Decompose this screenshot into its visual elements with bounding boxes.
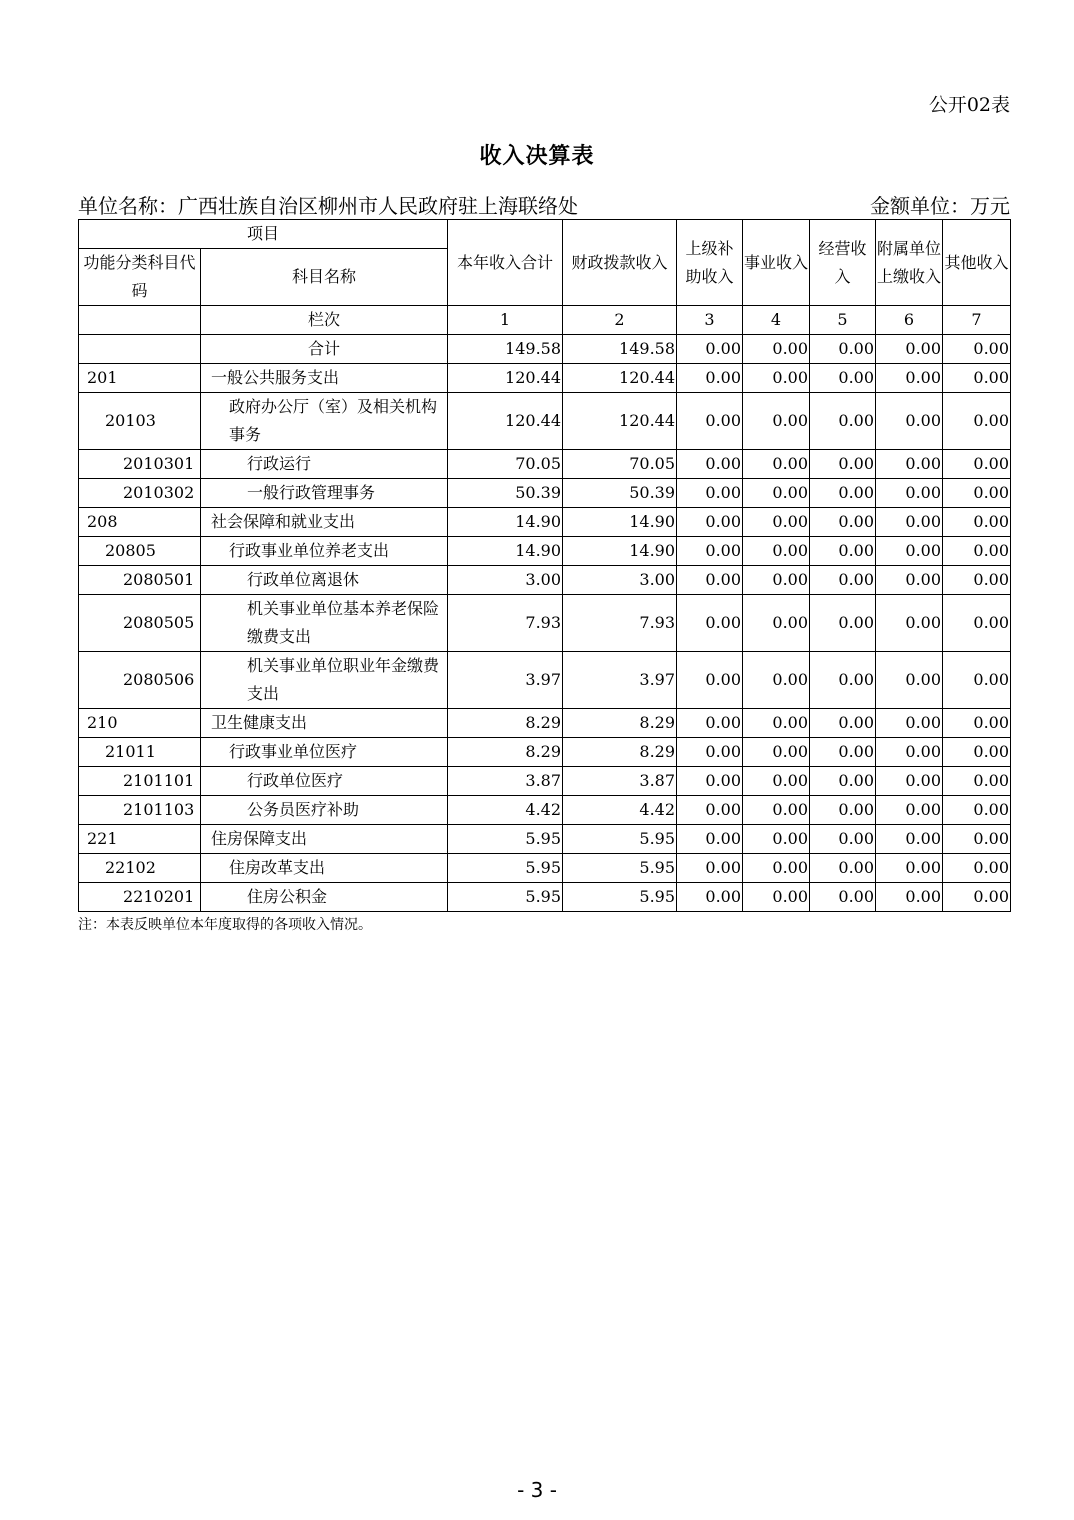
cell-value: 3.00	[448, 566, 563, 595]
header-name: 科目名称	[201, 249, 448, 306]
column-number: 4	[743, 306, 810, 335]
cell-value: 0.00	[810, 883, 876, 912]
cell-value: 0.00	[743, 825, 810, 854]
cell-value: 3.87	[563, 767, 677, 796]
cell-name: 一般公共服务支出	[201, 364, 448, 393]
cell-value: 0.00	[943, 767, 1011, 796]
cell-code: 2101101	[79, 767, 201, 796]
cell-value: 0.00	[876, 652, 943, 709]
header-other: 其他收入	[943, 220, 1011, 306]
cell-value: 3.97	[448, 652, 563, 709]
cell-value: 0.00	[743, 796, 810, 825]
cell-name: 住房保障支出	[201, 825, 448, 854]
cell-name: 行政事业单位医疗	[201, 738, 448, 767]
cell-value: 0.00	[677, 652, 743, 709]
cell-value: 0.00	[677, 364, 743, 393]
cell-value: 0.00	[743, 883, 810, 912]
table-header	[79, 220, 1011, 306]
form-number: 公开02表	[928, 94, 1010, 116]
cell-value: 0.00	[810, 364, 876, 393]
cell-value: 0.00	[677, 796, 743, 825]
cell-value: 7.93	[563, 595, 677, 652]
cell-value: 0.00	[943, 825, 1011, 854]
cell-value: 0.00	[743, 537, 810, 566]
cell-code: 2080506	[79, 652, 201, 709]
table-row	[79, 537, 1011, 566]
cell-value: 0.00	[743, 652, 810, 709]
cell-value: 5.95	[563, 883, 677, 912]
column-number: 6	[876, 306, 943, 335]
cell-value: 0.00	[943, 364, 1011, 393]
cell-value: 0.00	[876, 883, 943, 912]
cell-value: 0.00	[810, 796, 876, 825]
column-number-row	[79, 306, 1011, 335]
cell-value: 0.00	[743, 393, 810, 450]
cell-value: 0.00	[943, 566, 1011, 595]
cell-value: 3.00	[563, 566, 677, 595]
table-row	[79, 767, 1011, 796]
column-number: 1	[448, 306, 563, 335]
cell-code: 2101103	[79, 796, 201, 825]
cell-name: 住房改革支出	[201, 854, 448, 883]
cell-code: 20805	[79, 537, 201, 566]
cell-value: 0.00	[943, 854, 1011, 883]
cell-value: 14.90	[448, 508, 563, 537]
cell-value: 120.44	[448, 393, 563, 450]
cell-name: 行政单位离退休	[201, 566, 448, 595]
total-value: 0.00	[943, 335, 1011, 364]
cell-name: 社会保障和就业支出	[201, 508, 448, 537]
cell-value: 8.29	[448, 738, 563, 767]
cell-value: 0.00	[743, 709, 810, 738]
header-superior: 上级补助收入	[677, 220, 743, 306]
cell-code: 201	[79, 364, 201, 393]
cell-value: 0.00	[743, 566, 810, 595]
cell-name: 公务员医疗补助	[201, 796, 448, 825]
cell-value: 5.95	[448, 883, 563, 912]
cell-value: 120.44	[563, 364, 677, 393]
cell-value: 0.00	[810, 393, 876, 450]
cell-value: 0.00	[677, 508, 743, 537]
table-row	[79, 508, 1011, 537]
cell-value: 0.00	[677, 595, 743, 652]
cell-value: 5.95	[563, 825, 677, 854]
cell-name: 机关事业单位基本养老保险缴费支出	[201, 595, 448, 652]
cell-code: 2210201	[79, 883, 201, 912]
cell-value: 0.00	[743, 767, 810, 796]
cell-value: 0.00	[810, 479, 876, 508]
cell-value: 0.00	[810, 595, 876, 652]
column-number-label: 栏次	[201, 306, 448, 335]
table-note: 注：本表反映单位本年度取得的各项收入情况。	[78, 917, 372, 933]
column-number: 7	[943, 306, 1011, 335]
table-row	[79, 479, 1011, 508]
cell-code: 2080501	[79, 566, 201, 595]
cell-value: 120.44	[448, 364, 563, 393]
cell-value: 0.00	[943, 479, 1011, 508]
header-fiscal: 财政拨款收入	[563, 220, 677, 306]
cell-value: 5.95	[448, 854, 563, 883]
table-row	[79, 709, 1011, 738]
table-row	[79, 393, 1011, 450]
cell-value: 70.05	[563, 450, 677, 479]
header-operation: 经营收入	[810, 220, 876, 306]
table-row	[79, 652, 1011, 709]
cell-value: 0.00	[743, 595, 810, 652]
cell-value: 0.00	[876, 537, 943, 566]
cell-value: 0.00	[876, 738, 943, 767]
header-total: 本年收入合计	[448, 220, 563, 306]
cell-value: 0.00	[810, 854, 876, 883]
cell-name: 行政运行	[201, 450, 448, 479]
cell-code: 21011	[79, 738, 201, 767]
cell-code: 210	[79, 709, 201, 738]
cell-value: 0.00	[677, 566, 743, 595]
total-value: 0.00	[876, 335, 943, 364]
page-title: 收入决算表	[479, 143, 595, 169]
cell-value: 0.00	[876, 450, 943, 479]
cell-code: 20103	[79, 393, 201, 450]
cell-code: 208	[79, 508, 201, 537]
cell-value: 0.00	[810, 652, 876, 709]
column-number: 5	[810, 306, 876, 335]
cell-code: 2010302	[79, 479, 201, 508]
cell-value: 0.00	[876, 566, 943, 595]
page-number: - 3 -	[517, 1478, 557, 1502]
cell-value: 0.00	[876, 854, 943, 883]
column-number: 2	[563, 306, 677, 335]
cell-value: 0.00	[677, 767, 743, 796]
table-row	[79, 450, 1011, 479]
cell-code	[79, 335, 201, 364]
cell-value: 0.00	[743, 450, 810, 479]
cell-value: 8.29	[448, 709, 563, 738]
unit-name: 单位名称：广西壮族自治区柳州市人民政府驻上海联络处	[78, 194, 578, 218]
cell-name: 行政事业单位养老支出	[201, 537, 448, 566]
table-row	[79, 364, 1011, 393]
cell-value: 0.00	[943, 709, 1011, 738]
total-value: 149.58	[448, 335, 563, 364]
cell-value: 0.00	[743, 479, 810, 508]
cell-value: 0.00	[677, 738, 743, 767]
cell-value: 3.87	[448, 767, 563, 796]
table-meta	[78, 190, 1010, 219]
cell-value: 0.00	[743, 508, 810, 537]
cell-value: 0.00	[677, 537, 743, 566]
cell-value: 0.00	[876, 796, 943, 825]
cell-code	[79, 306, 201, 335]
header-business: 事业收入	[743, 220, 810, 306]
cell-value: 120.44	[563, 393, 677, 450]
header-project: 项目	[79, 220, 448, 249]
cell-value: 0.00	[810, 508, 876, 537]
cell-name: 机关事业单位职业年金缴费支出	[201, 652, 448, 709]
cell-value: 0.00	[876, 595, 943, 652]
cell-value: 0.00	[876, 393, 943, 450]
cell-value: 0.00	[677, 479, 743, 508]
cell-value: 0.00	[943, 652, 1011, 709]
table-row	[79, 738, 1011, 767]
cell-value: 7.93	[448, 595, 563, 652]
table-row	[79, 854, 1011, 883]
cell-name: 行政单位医疗	[201, 767, 448, 796]
cell-value: 0.00	[943, 595, 1011, 652]
cell-name: 卫生健康支出	[201, 709, 448, 738]
cell-value: 0.00	[943, 796, 1011, 825]
cell-value: 0.00	[943, 537, 1011, 566]
table-row	[79, 595, 1011, 652]
cell-value: 4.42	[563, 796, 677, 825]
cell-code: 22102	[79, 854, 201, 883]
header-affiliated: 附属单位上缴收入	[876, 220, 943, 306]
cell-value: 14.90	[448, 537, 563, 566]
total-value: 0.00	[743, 335, 810, 364]
cell-value: 3.97	[563, 652, 677, 709]
cell-value: 0.00	[943, 450, 1011, 479]
cell-value: 0.00	[743, 738, 810, 767]
cell-value: 4.42	[448, 796, 563, 825]
cell-value: 70.05	[448, 450, 563, 479]
cell-value: 0.00	[677, 883, 743, 912]
cell-value: 0.00	[810, 537, 876, 566]
cell-value: 14.90	[563, 537, 677, 566]
cell-value: 0.00	[810, 566, 876, 595]
cell-value: 0.00	[810, 825, 876, 854]
cell-value: 0.00	[677, 825, 743, 854]
column-number: 3	[677, 306, 743, 335]
cell-value: 14.90	[563, 508, 677, 537]
table-row	[79, 883, 1011, 912]
cell-value: 0.00	[810, 767, 876, 796]
total-label: 合计	[201, 335, 448, 364]
cell-value: 0.00	[876, 479, 943, 508]
cell-value: 0.00	[743, 364, 810, 393]
total-row	[79, 335, 1011, 364]
cell-value: 0.00	[677, 450, 743, 479]
income-table	[78, 219, 1011, 912]
cell-value: 8.29	[563, 709, 677, 738]
cell-value: 0.00	[677, 854, 743, 883]
cell-code: 221	[79, 825, 201, 854]
cell-value: 5.95	[448, 825, 563, 854]
table-body	[79, 306, 1011, 912]
table-row	[79, 825, 1011, 854]
amount-unit: 金额单位：万元	[870, 194, 1010, 218]
cell-value: 0.00	[876, 364, 943, 393]
header-code: 功能分类科目代码	[79, 249, 201, 306]
cell-value: 0.00	[876, 825, 943, 854]
cell-code: 2010301	[79, 450, 201, 479]
table-row	[79, 796, 1011, 825]
total-value: 0.00	[810, 335, 876, 364]
total-value: 149.58	[563, 335, 677, 364]
cell-value: 0.00	[876, 709, 943, 738]
cell-value: 0.00	[810, 738, 876, 767]
cell-name: 政府办公厅（室）及相关机构事务	[201, 393, 448, 450]
cell-value: 0.00	[943, 393, 1011, 450]
cell-value: 0.00	[810, 450, 876, 479]
cell-value: 0.00	[876, 767, 943, 796]
cell-value: 0.00	[943, 508, 1011, 537]
table-row	[79, 566, 1011, 595]
cell-name: 住房公积金	[201, 883, 448, 912]
cell-value: 8.29	[563, 738, 677, 767]
cell-value: 50.39	[448, 479, 563, 508]
cell-value: 0.00	[677, 709, 743, 738]
cell-value: 0.00	[677, 393, 743, 450]
cell-value: 5.95	[563, 854, 677, 883]
cell-value: 0.00	[943, 738, 1011, 767]
cell-value: 0.00	[876, 508, 943, 537]
cell-name: 一般行政管理事务	[201, 479, 448, 508]
cell-value: 0.00	[943, 883, 1011, 912]
cell-code: 2080505	[79, 595, 201, 652]
cell-value: 0.00	[743, 854, 810, 883]
cell-value: 50.39	[563, 479, 677, 508]
total-value: 0.00	[677, 335, 743, 364]
cell-value: 0.00	[810, 709, 876, 738]
